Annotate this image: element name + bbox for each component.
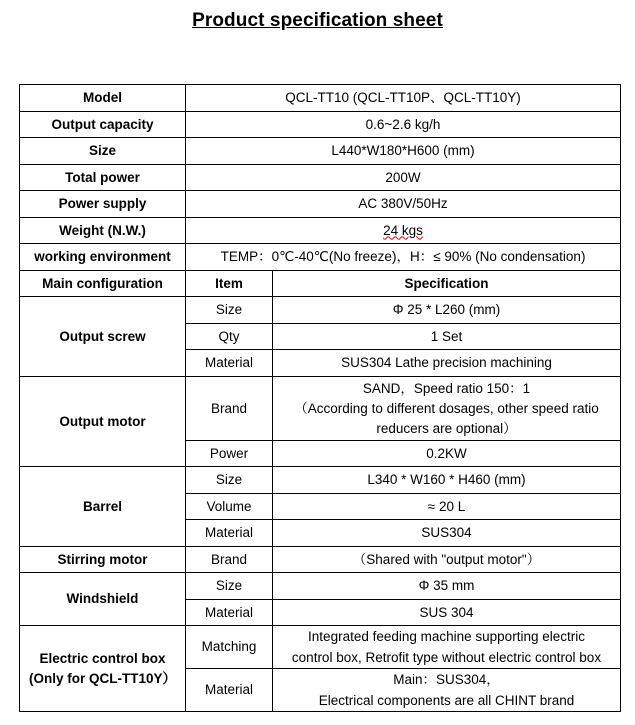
spec-cell [273,377,621,441]
table-row [20,112,621,138]
table-row [20,626,621,669]
group-barrel: Barrel [20,467,186,547]
group-stirring-motor: Stirring motor [20,547,186,573]
weight-value: 24 kgs [383,222,423,238]
item-cell: Qty [186,324,273,350]
row-label: Weight (N.W.) [20,218,186,244]
spec-cell [273,626,621,669]
spec-cell: ≈ 20 L [273,494,621,520]
table-row [20,244,621,271]
spec-cell: L340 * W160 * H460 (mm) [273,467,621,494]
row-label: working environment [20,244,186,271]
row-value: QCL-TT10 (QCL-TT10P、QCL-TT10Y) [186,85,621,112]
spec-cell: 0.2KW [273,441,621,467]
row-label: Total power [20,165,186,191]
group-label-line: Electric control box [39,650,166,666]
spec-line: Electrical components are all CHINT brand [318,693,575,708]
header-main-configuration: Main configuration [20,271,186,297]
row-value: 200W [186,165,621,191]
row-label: Size [20,138,186,165]
spec-line: Main：SUS304， [393,672,500,687]
spec-line: SAND，Speed ratio 150：1 [362,380,531,396]
item-cell: Material [186,600,273,626]
table-row [20,467,621,494]
table-row [20,377,621,441]
spec-line: reducers are optional） [376,420,517,436]
row-label: Power supply [20,191,186,218]
item-cell: Size [186,467,273,494]
spec-cell: 1 Set [273,324,621,350]
header-item: Item [186,271,273,297]
spec-cell: Φ 35 mm [273,573,621,600]
spec-line: control box, Retrofit type without electric control box [291,650,602,665]
spec-cell: SUS304 [273,520,621,547]
table-row [20,191,621,218]
table-row [20,138,621,165]
row-value: TEMP：0℃-40℃(No freeze)，H：≤ 90% (No condensation) [186,244,621,271]
spec-cell: （Shared with "output motor"） [273,547,621,573]
spec-cell [273,669,621,712]
group-electric-control-box [20,626,186,712]
config-header-row [20,271,621,297]
item-cell: Matching [186,626,273,669]
row-value [186,218,621,244]
item-cell: Brand [186,377,273,441]
row-label: Output capacity [20,112,186,138]
spec-cell: Φ 25 * L260 (mm) [273,297,621,324]
table-row [20,573,621,600]
spec-cell: SUS 304 [273,600,621,626]
row-label: Model [20,85,186,112]
spec-cell: SUS304 Lathe precision machining [273,350,621,377]
item-cell: Size [186,573,273,600]
group-windshield: Windshield [20,573,186,626]
item-cell: Material [186,350,273,377]
item-cell: Material [186,520,273,547]
item-cell: Material [186,669,273,712]
row-value: AC 380V/50Hz [186,191,621,218]
table-row [20,547,621,573]
item-cell: Power [186,441,273,467]
spec-table [19,84,621,712]
group-output-motor: Output motor [20,377,186,467]
table-row [20,218,621,244]
group-label-line: (Only for QCL-TT10Y） [28,670,176,686]
row-value: 0.6~2.6 kg/h [186,112,621,138]
table-row [20,165,621,191]
item-cell: Size [186,297,273,324]
spec-line: Integrated feeding machine supporting electric [308,629,585,644]
header-specification: Specification [273,271,621,297]
table-row [20,297,621,324]
item-cell: Volume [186,494,273,520]
spec-line: （According to different dosages, other speed ratio [294,400,599,416]
row-value: L440*W180*H600 (mm) [186,138,621,165]
page-title: Product specification sheet [192,10,443,31]
group-output-screw: Output screw [20,297,186,377]
item-cell: Brand [186,547,273,573]
table-row [20,85,621,112]
